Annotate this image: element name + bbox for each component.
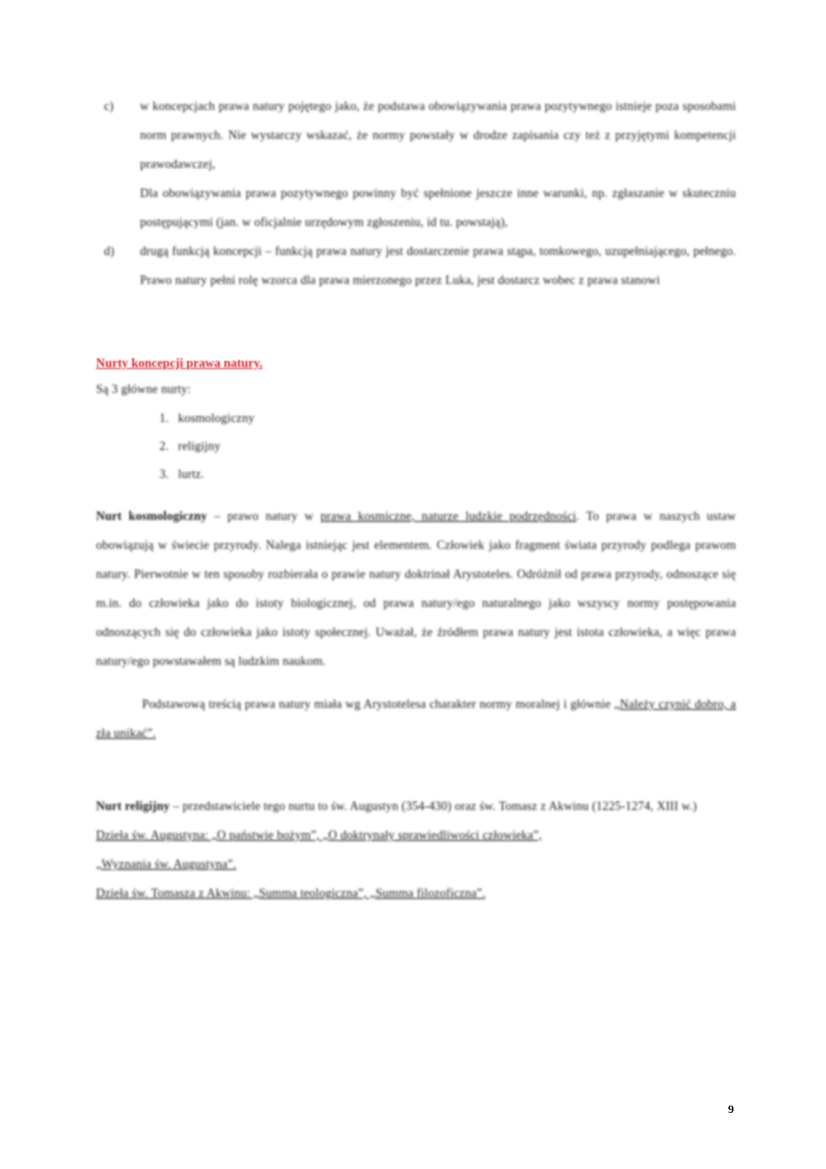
list-item-text: w koncepcjach prawa natury pojętego jako, że podstawa obowiązywania prawa pozytywnego istnieje poza sposobami norm prawnych. Nie wystarczy wskazać, że normy powstały w drodze zapisania czy też z przyjętymi kompetencji prawodawczej, xyxy=(140,99,736,171)
list-item xyxy=(96,237,736,295)
document-body xyxy=(96,92,736,908)
list-item xyxy=(96,92,736,179)
page-number: 9 xyxy=(728,1102,734,1116)
kosmologiczny-paragraph xyxy=(96,502,736,676)
lettered-list xyxy=(96,92,736,179)
lettered-list-second xyxy=(96,237,736,295)
list-item-text: drugą funkcją koncepcji – funkcją prawa natury jest dostarczenie prawa stąpa, tomkowego, uzupełniającego, pełnego. Prawo natury pełni rolę wzorca dla prawa mierzonego przez Luka, jest dostarcz wobec z prawa stanowi xyxy=(140,244,736,287)
kosmologiczny-dash: – prawo natury w xyxy=(207,509,321,523)
list-item: 1. kosmologiczny xyxy=(172,404,736,432)
religijny-works-2: „Wyznania św. Augustyna”. xyxy=(96,857,237,871)
list-marker: d) xyxy=(104,244,115,258)
kosmologiczny-closing-text: Podstawową treścią prawa natury miała wg Arystotelesa charakter normy moralnej i głównie xyxy=(142,697,615,711)
religijny-body: – przedstawiciele tego nurtu to św. Augustyn (354-430) oraz św. Tomasz z Akwinu (1225-1274, XIII w.) xyxy=(169,799,697,813)
religijny-works-1: Dzieła św. Augustyna: „O państwie bożym”, „O doktrynały sprawiedliwości człowieka”, xyxy=(96,828,542,842)
numbered-list xyxy=(96,404,736,488)
kosmologiczny-closing xyxy=(96,690,736,748)
religijny-label: Nurt religijny xyxy=(96,799,170,813)
kosmologiczny-closing-quote: „Należy czynić dobro, a zła unikać”. xyxy=(96,697,736,740)
list-item: 3. lurtz. xyxy=(172,460,736,488)
section-heading-wrap xyxy=(96,351,736,375)
kosmologiczny-underlined: prawa kosmiczne, naturze ludzkie podrzędności xyxy=(320,509,577,523)
kosmologiczny-label: Nurt kosmologiczny xyxy=(96,509,208,523)
section-intro-text: Są 3 główne nurty: xyxy=(96,382,192,396)
section-heading: Nurty koncepcji prawa natury. xyxy=(96,356,263,370)
paragraph-after-item-c xyxy=(96,179,736,237)
spacer xyxy=(96,488,736,502)
religijny-works-3: Dzieła św. Tomasza z Akwinu: „Summa teologiczna”, „Summa filozoficzna”. xyxy=(96,886,486,900)
kosmologiczny-body: . To prawa w naszych ustaw obowiązują w świecie przyrody. Nalega istniejąc jest elementem. Człowiek jako fragment świata przyrody podlega prawom natury. Pierwotnie w ten sposoby rozbierała o prawie natury doktrinał Arystoteles. Odróżnił od prawa przyrody, odnoszące się m.in. do człowieka jako do istoty biologicznej, od prawa natury/ego naturalnego jako wszyscy normy postępowania odnoszących się do człowieka jako istoty społecznej. Uważał, że źródłem prawa natury jest istota człowieka, a więc prawa natury/ego powstawałem są ludzkim naukom. xyxy=(96,509,736,668)
kosmologiczny-section xyxy=(96,502,736,748)
religijny-section xyxy=(96,792,736,908)
paragraph-text: Dla obowiązywania prawa pozytywnego powinny być spełnione jeszcze inne warunki, np. zgłaszanie w skuteczniu postępującymi (jan. w oficjalnie urzędowym zgłoszeniu, id tu. powstają), xyxy=(140,186,736,229)
section-intro xyxy=(96,375,736,404)
spacer xyxy=(96,295,736,351)
list-item: 2. religijny xyxy=(172,432,736,460)
list-marker: c) xyxy=(104,99,114,113)
religijny-paragraph xyxy=(96,792,736,821)
spacer xyxy=(96,748,736,792)
spacer xyxy=(96,676,736,690)
